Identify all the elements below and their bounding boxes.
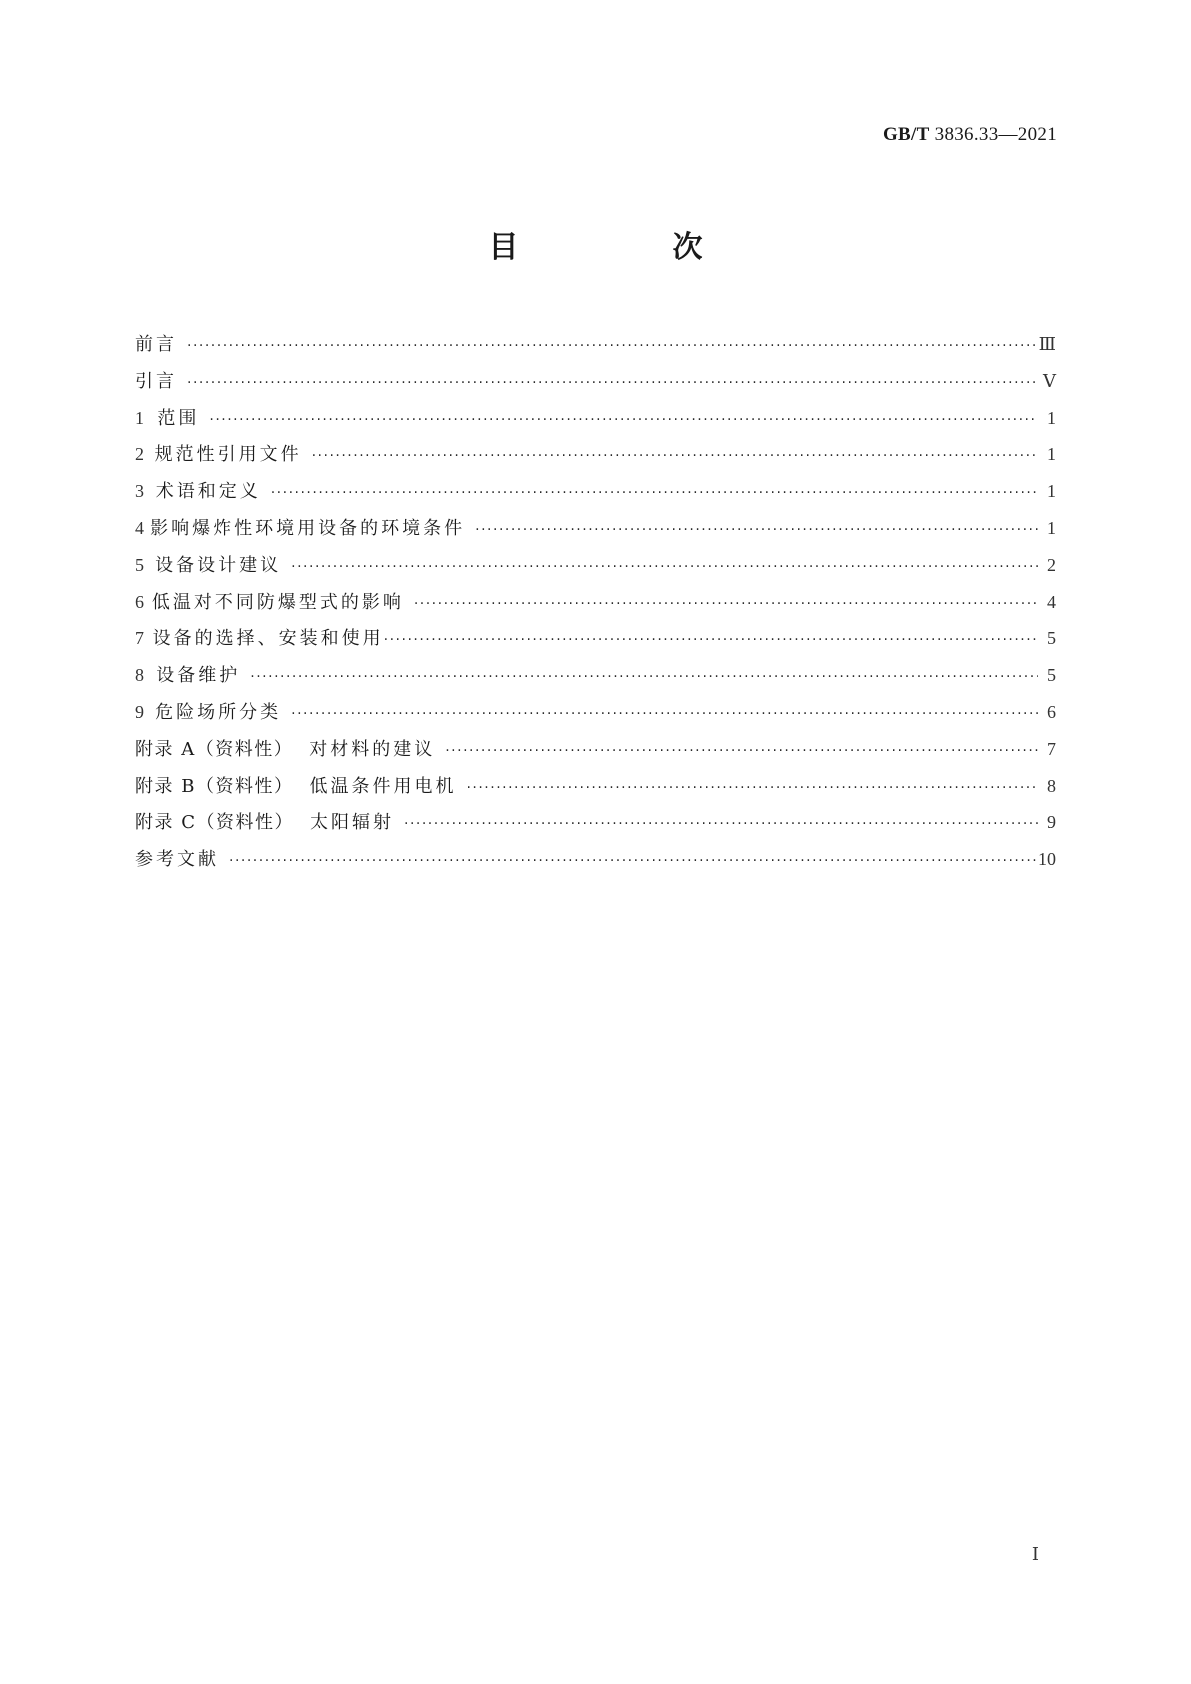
toc-entry-page: 5 <box>1047 628 1056 649</box>
standard-number: 3836.33—2021 <box>934 124 1057 145</box>
appendix-title: 低温条件用电机 <box>309 775 457 797</box>
toc-entry-9[interactable] <box>135 694 1056 731</box>
appendix-title: 太阳辐射 <box>310 812 394 834</box>
toc-entry-5[interactable] <box>135 547 1056 584</box>
toc-entry-page: 8 <box>1047 775 1056 796</box>
appendix-tag: 附录 B（资料性） <box>135 775 294 797</box>
toc-entry-3[interactable] <box>135 473 1056 510</box>
toc-entry-number: 9 <box>135 701 144 722</box>
toc-entry-references[interactable] <box>135 841 1056 878</box>
standard-code <box>883 124 1057 146</box>
toc-entry-4[interactable] <box>135 510 1056 547</box>
toc-entry-8[interactable] <box>135 657 1056 694</box>
dot-leader <box>291 549 1038 586</box>
dot-leader <box>312 438 1038 475</box>
toc-entry-page: 1 <box>1047 517 1056 538</box>
toc-entry-label: 危险场所分类 <box>155 701 282 723</box>
dot-leader <box>445 733 1038 770</box>
dot-leader <box>229 843 1038 880</box>
toc-entry-label: 低温对不同防爆型式的影响 <box>151 591 404 613</box>
page-title: 目 次 <box>488 230 765 265</box>
appendix-label <box>135 732 445 769</box>
toc-entry-page: 1 <box>1047 444 1056 465</box>
dot-leader <box>404 806 1038 843</box>
toc-entry-introduction[interactable] <box>135 363 1056 400</box>
toc-entry-number: 8 <box>135 665 144 686</box>
toc-entry-appendix-c[interactable] <box>135 804 1056 841</box>
toc-entry-number: 2 <box>135 444 144 465</box>
toc-entry-label: 设备设计建议 <box>155 554 282 576</box>
dot-leader <box>187 328 1038 365</box>
dot-leader <box>209 402 1038 439</box>
toc-entry-label: 影响爆炸性环境用设备的环境条件 <box>150 517 466 539</box>
toc-entry-number: 4 <box>135 517 144 538</box>
toc-entry-page: Ⅲ <box>1038 334 1056 354</box>
appendix-tag: 附录 C（资料性） <box>135 812 294 834</box>
toc-entry-label: 规范性引用文件 <box>154 444 302 466</box>
toc-entry-label: 参考文献 <box>135 849 219 871</box>
toc-entry-label: 设备维护 <box>156 665 241 687</box>
appendix-label <box>135 769 466 806</box>
toc-entry-label: 范围 <box>157 407 200 429</box>
toc-entry-appendix-b[interactable] <box>135 768 1056 805</box>
toc-entry-label: 术语和定义 <box>155 481 261 503</box>
toc-entry-page: 10 <box>1038 849 1056 870</box>
dot-leader <box>187 365 1038 402</box>
toc-entry-page: 4 <box>1047 591 1056 612</box>
toc-entry-label: 前言 <box>135 334 177 355</box>
standard-prefix: GB/T <box>882 124 930 145</box>
toc-entry-6[interactable] <box>135 584 1056 621</box>
toc-entry-page: 2 <box>1047 554 1056 575</box>
toc-entry-appendix-a[interactable] <box>135 731 1056 768</box>
toc-entry-foreword[interactable] <box>135 326 1056 363</box>
toc-entry-number: 1 <box>135 407 144 428</box>
dot-leader <box>414 586 1038 623</box>
page-number: Ⅰ <box>1031 1544 1039 1564</box>
dot-leader <box>250 659 1038 696</box>
toc-entry-page: 1 <box>1047 481 1056 502</box>
appendix-label <box>135 805 404 842</box>
dot-leader <box>291 696 1038 733</box>
toc-entry-number: 3 <box>135 481 144 502</box>
toc-entry-page: 7 <box>1047 738 1056 759</box>
dot-leader <box>475 512 1038 549</box>
toc-entry-page: 1 <box>1047 407 1056 428</box>
appendix-title: 对材料的建议 <box>309 738 436 760</box>
toc-entry-number: 6 <box>135 591 144 612</box>
dot-leader <box>271 475 1038 512</box>
toc-entry-page: Ⅴ <box>1043 370 1056 391</box>
toc-entry-number: 7 <box>135 628 144 649</box>
toc-entry-7[interactable] <box>135 620 1056 657</box>
toc-entry-label: 设备的选择、安装和使用 <box>152 628 384 650</box>
table-of-contents <box>135 326 1056 878</box>
toc-entry-1[interactable] <box>135 400 1056 437</box>
toc-entry-label: 引言 <box>135 370 177 392</box>
dot-leader <box>466 770 1038 807</box>
toc-entry-page: 6 <box>1047 701 1056 722</box>
dot-leader <box>384 622 1038 659</box>
toc-entry-number: 5 <box>135 554 144 575</box>
appendix-tag: 附录 A（资料性） <box>135 738 294 760</box>
toc-entry-2[interactable] <box>135 436 1056 473</box>
toc-entry-page: 9 <box>1047 812 1056 833</box>
toc-entry-page: 5 <box>1047 665 1056 686</box>
